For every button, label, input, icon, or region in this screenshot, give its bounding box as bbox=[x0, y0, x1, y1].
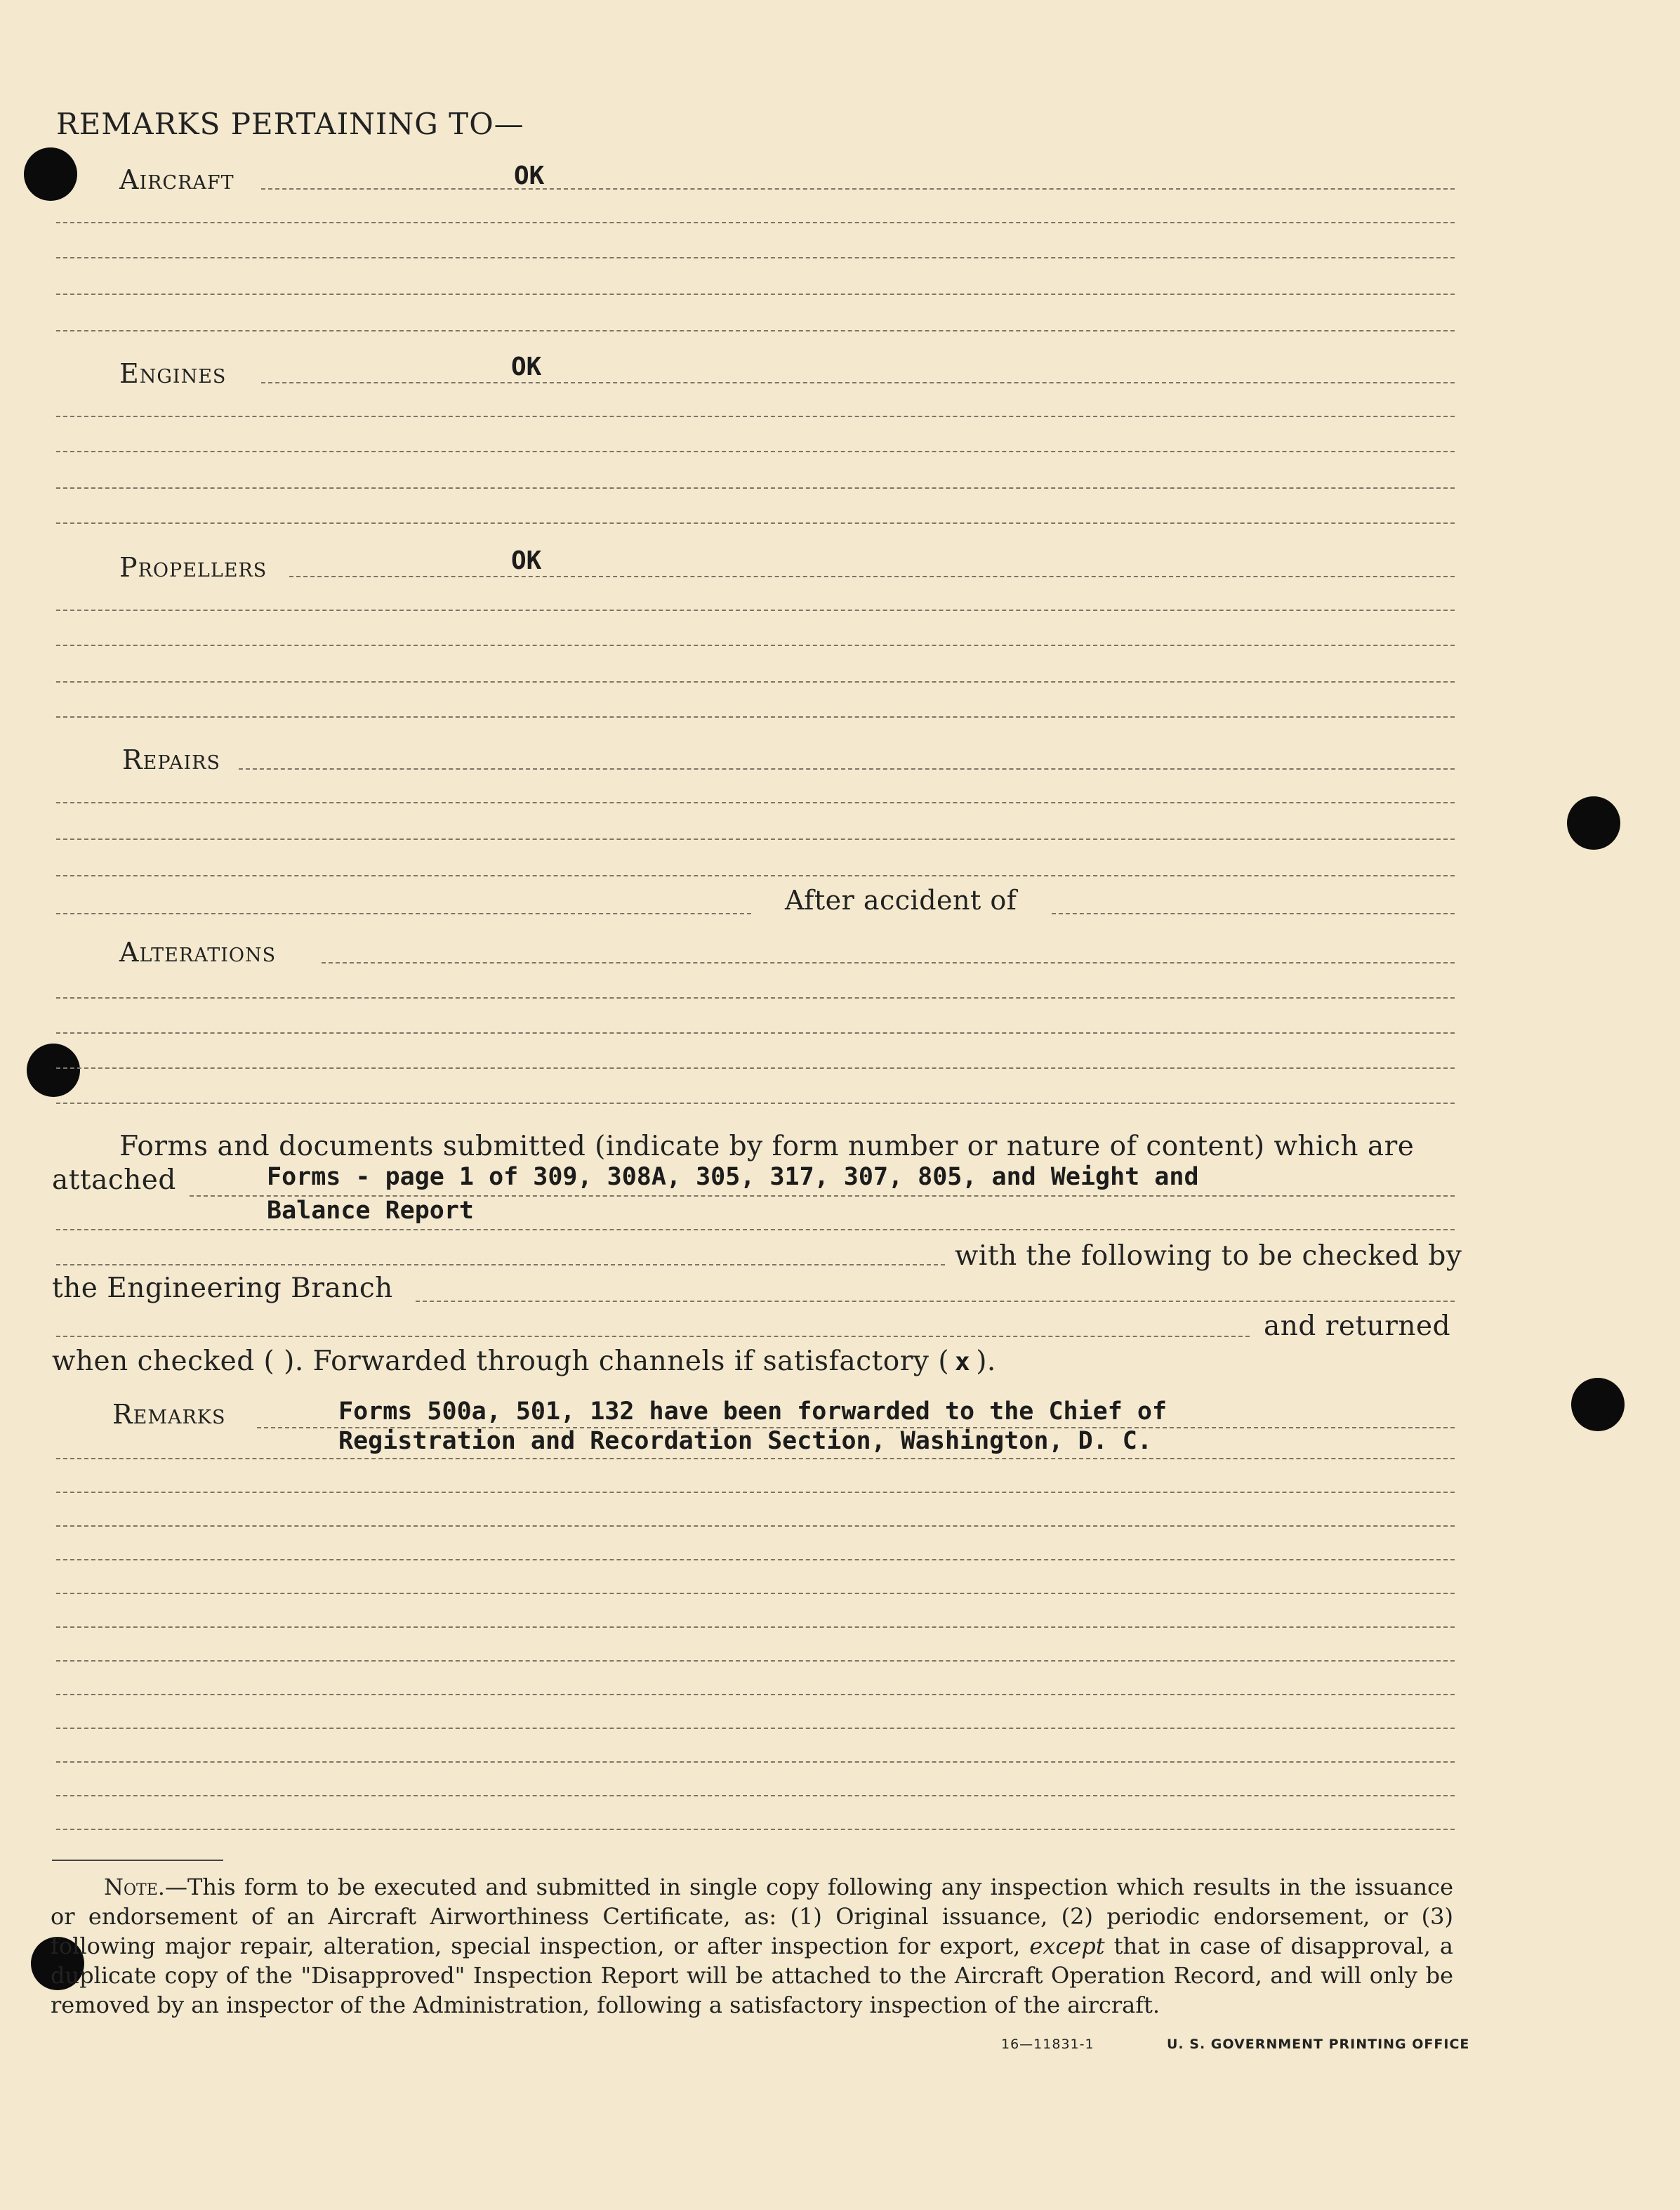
forms-typed-line1: Forms - page 1 of 309, 308A, 305, 317, 307, 805, and Weight and bbox=[267, 1163, 1199, 1191]
note-label: Note. bbox=[104, 1874, 165, 1900]
repairs-line bbox=[239, 768, 1455, 770]
alterations-line bbox=[56, 1032, 1455, 1034]
remarks-line bbox=[56, 1829, 1455, 1830]
when-checked-text: when checked ( ). Forwarded through channels if satisfactory ( bbox=[52, 1346, 950, 1377]
form-number: 16—11831-1 bbox=[1001, 2037, 1094, 2052]
aircraft-line bbox=[56, 294, 1455, 295]
remarks-line bbox=[56, 1559, 1455, 1560]
punch-hole bbox=[1567, 796, 1620, 850]
repairs-label: Repairs bbox=[122, 744, 220, 775]
remarks-line bbox=[56, 1525, 1455, 1527]
note-text-part1: —This form to be executed and submitted in single copy following any inspection which results in the issuance or endorsement of an Aircraft Airworthiness Certificate, as: (1) Original issuance, (2) periodic endorsement, or (3) following major repair, alteration, special inspection, or after inspection for export, bbox=[51, 1874, 1453, 1959]
remarks-typed-line1: Forms 500a, 501, 132 have been forwarded to the Chief of bbox=[338, 1397, 1168, 1426]
note-text-part2: that in case of disapproval, a duplicate copy of the "Disapproved" Inspection Report will be attached to the Aircraft Operation Record, and will only be removed by an inspector of the Administration, following a satisfactory inspection of the aircraft. bbox=[51, 1933, 1454, 2018]
remarks-line bbox=[56, 1660, 1455, 1662]
engines-line bbox=[56, 487, 1455, 489]
when-checked-label bbox=[52, 1346, 996, 1377]
propellers-line bbox=[56, 610, 1455, 611]
note-separator bbox=[52, 1860, 223, 1861]
remarks-line bbox=[56, 1728, 1455, 1729]
remarks-line bbox=[56, 1593, 1455, 1594]
note-text bbox=[51, 1872, 1453, 2020]
after-accident-line bbox=[1052, 913, 1455, 914]
attached-label: attached bbox=[52, 1164, 176, 1196]
aircraft-label: Aircraft bbox=[119, 164, 234, 195]
note-block bbox=[51, 1872, 1453, 2020]
engines-line bbox=[56, 522, 1455, 524]
engines-line bbox=[56, 416, 1455, 417]
propellers-line bbox=[56, 681, 1455, 683]
aircraft-line bbox=[56, 330, 1455, 331]
alterations-line bbox=[56, 1103, 1455, 1104]
printer-credit: U. S. GOVERNMENT PRINTING OFFICE bbox=[1167, 2037, 1470, 2052]
returned-line bbox=[56, 1336, 1250, 1337]
engines-line bbox=[261, 382, 1455, 383]
alterations-line bbox=[56, 997, 1455, 999]
propellers-value: OK bbox=[511, 546, 542, 575]
forms-typed-line2: Balance Report bbox=[267, 1197, 475, 1225]
forms-line bbox=[56, 1229, 1455, 1230]
repairs-line bbox=[56, 802, 1455, 803]
forms-intro: Forms and documents submitted (indicate by form number or nature of content) which are bbox=[119, 1131, 1415, 1162]
alterations-label: Alterations bbox=[119, 937, 277, 968]
aircraft-line bbox=[56, 257, 1455, 258]
repairs-line bbox=[56, 913, 751, 914]
with-following-label: with the following to be checked by bbox=[955, 1240, 1462, 1272]
after-accident-label: After accident of bbox=[785, 885, 1017, 916]
engineering-line bbox=[416, 1301, 1455, 1302]
propellers-line bbox=[56, 716, 1455, 718]
close-paren: ). bbox=[976, 1346, 996, 1377]
alterations-line bbox=[322, 962, 1455, 963]
remarks-line bbox=[56, 1492, 1455, 1493]
note-except: except bbox=[1029, 1933, 1105, 1959]
repairs-line bbox=[56, 838, 1455, 840]
aircraft-value: OK bbox=[514, 162, 545, 190]
alterations-line bbox=[56, 1067, 1455, 1069]
and-returned-label: and returned bbox=[1264, 1310, 1451, 1342]
remarks-line bbox=[56, 1761, 1455, 1763]
punch-hole bbox=[24, 147, 77, 201]
remarks-line bbox=[56, 1795, 1455, 1796]
satisfactory-mark: x bbox=[955, 1348, 971, 1376]
engineering-branch-label: the Engineering Branch bbox=[52, 1272, 393, 1304]
remarks-line bbox=[56, 1458, 1455, 1459]
repairs-line bbox=[56, 875, 1455, 876]
page-title: REMARKS PERTAINING TO— bbox=[56, 107, 524, 141]
engines-line bbox=[56, 451, 1455, 452]
remarks-line bbox=[56, 1694, 1455, 1695]
remarks-label: Remarks bbox=[112, 1399, 226, 1430]
forms-line bbox=[56, 1264, 945, 1265]
propellers-label: Propellers bbox=[119, 552, 267, 583]
propellers-line bbox=[56, 645, 1455, 646]
punch-hole bbox=[27, 1044, 80, 1097]
propellers-line bbox=[289, 576, 1455, 577]
punch-hole bbox=[1571, 1378, 1625, 1431]
remarks-line bbox=[56, 1626, 1455, 1628]
aircraft-line bbox=[56, 222, 1455, 223]
engines-value: OK bbox=[511, 353, 542, 381]
remarks-typed-line2: Registration and Recordation Section, Washington, D. C. bbox=[338, 1427, 1152, 1455]
engines-label: Engines bbox=[119, 358, 227, 389]
aircraft-line bbox=[261, 188, 1455, 190]
